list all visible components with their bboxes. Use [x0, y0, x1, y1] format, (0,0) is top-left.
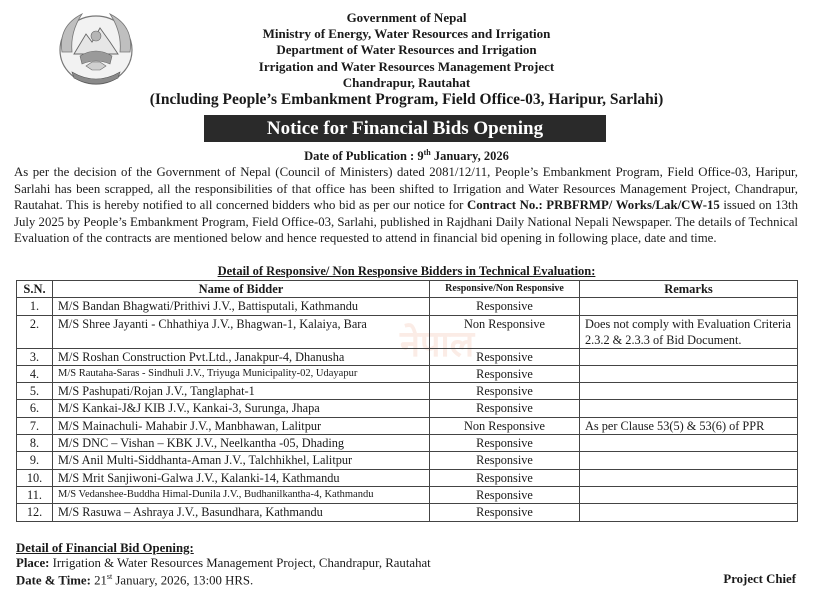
datetime-rest: January, 2026, 13:00 HRS.: [112, 573, 254, 588]
body-part1: As per the decision of the Government of Nepal (Council of Ministers) dated 2081/12/11, People’s Embankment Program, Field Office-03, Haripur, Sarlahi has been scrapped, all the responsibilities of that office has been shifted to Irrigation and Water Resources Management Project, Chandrapur, Rautahat. This is hereby notified to all concerned bidders who bid as per our notice for: [14, 165, 798, 213]
cell-remarks: [580, 504, 798, 521]
cell-status: Responsive: [430, 504, 580, 521]
cell-sn: 8.: [17, 435, 53, 452]
table-row: [17, 486, 798, 503]
table-row: [17, 365, 798, 382]
publication-day: 9: [417, 149, 424, 164]
cell-name: M/S Mrit Sanjiwoni-Galwa J.V., Kalanki-14, Kathmandu: [53, 469, 430, 486]
table-row: [17, 417, 798, 434]
cell-sn: 4.: [17, 365, 53, 382]
place-label: Place:: [16, 556, 50, 570]
watermark: नेपाल: [400, 324, 475, 365]
table-row: [17, 452, 798, 469]
table-row: [17, 298, 798, 315]
cell-name: M/S DNC – Vishan – KBK J.V., Neelkantha -05, Dhading: [53, 435, 430, 452]
cell-status: Responsive: [430, 469, 580, 486]
table-row: [17, 383, 798, 400]
header: [0, 10, 813, 109]
cell-remarks: [580, 348, 798, 365]
cell-name: M/S Shree Jayanti - Chhathiya J.V., Bhagwan-1, Kalaiya, Bara: [53, 315, 430, 348]
header-location: Chandrapur, Rautahat: [342, 74, 471, 90]
financial-place: [16, 556, 431, 571]
header-status: Responsive/Non Responsive: [430, 281, 580, 298]
cell-name: M/S Rautaha-Saras - Sindhuli J.V., Triyuga Municipality-02, Udayapur: [53, 365, 430, 382]
cell-sn: 1.: [17, 298, 53, 315]
table-row: [17, 315, 798, 348]
signature-title: Project Chief: [723, 572, 796, 586]
header-subtitle: (Including People’s Embankment Program, Field Office-03, Haripur, Sarlahi): [149, 91, 664, 109]
cell-status: Responsive: [430, 348, 580, 365]
header-remarks: Remarks: [580, 281, 798, 298]
header-ministry: Ministry of Energy, Water Resources and Irrigation: [262, 26, 551, 42]
header-government: Government of Nepal: [346, 10, 467, 25]
cell-status: Non Responsive: [430, 315, 580, 348]
cell-name: M/S Pashupati/Rojan J.V., Tanglaphat-1: [53, 383, 430, 400]
cell-status: Responsive: [430, 365, 580, 382]
cell-sn: 9.: [17, 452, 53, 469]
contract-number: Contract No.: PRBFRMP/ Works/Lak/CW-15: [467, 198, 720, 213]
place-value: Irrigation & Water Resources Management Project, Chandrapur, Rautahat: [49, 556, 431, 570]
cell-name: M/S Bandan Bhagwati/Prithivi J.V., Battisputali, Kathmandu: [53, 298, 430, 315]
cell-status: Responsive: [430, 383, 580, 400]
header-sn: S.N.: [17, 281, 53, 298]
publication-label: Date of Publication :: [304, 149, 415, 164]
cell-status: Responsive: [430, 400, 580, 417]
cell-remarks: [580, 469, 798, 486]
publication-suffix: th: [423, 148, 431, 157]
datetime-label: Date & Time:: [16, 573, 91, 588]
header-project: Irrigation and Water Resources Management Project: [258, 58, 555, 74]
table-row: [17, 400, 798, 417]
header-name: Name of Bidder: [53, 281, 430, 298]
financial-datetime: [16, 572, 253, 588]
header-department: Department of Water Resources and Irrigation: [276, 42, 537, 58]
cell-sn: 2.: [17, 315, 53, 348]
publication-date: [0, 148, 813, 164]
datetime-suffix: st: [106, 572, 113, 581]
cell-remarks: [580, 486, 798, 503]
cell-status: Responsive: [430, 486, 580, 503]
table-title: Detail of Responsive/ Non Responsive Bidders in Technical Evaluation:: [217, 264, 596, 278]
cell-remarks: [580, 435, 798, 452]
cell-name: M/S Kankai-J&J KIB J.V., Kankai-3, Surunga, Jhapa: [53, 400, 430, 417]
table-row: [17, 469, 798, 486]
table-row: [17, 348, 798, 365]
table-row: [17, 504, 798, 521]
table-header-row: [17, 281, 798, 298]
cell-status: Responsive: [430, 435, 580, 452]
cell-remarks: As per Clause 53(5) & 53(6) of PPR: [580, 417, 798, 434]
financial-heading: Detail of Financial Bid Opening:: [16, 541, 194, 555]
datetime-day: 21: [90, 573, 107, 588]
cell-name: M/S Anil Multi-Siddhanta-Aman J.V., Talchhikhel, Lalitpur: [53, 452, 430, 469]
cell-remarks: [580, 383, 798, 400]
cell-status: Non Responsive: [430, 417, 580, 434]
cell-remarks: [580, 400, 798, 417]
cell-name: M/S Roshan Construction Pvt.Ltd., Janakpur-4, Dhanusha: [53, 348, 430, 365]
cell-remarks: [580, 452, 798, 469]
cell-remarks: [580, 365, 798, 382]
cell-sn: 7.: [17, 417, 53, 434]
cell-sn: 10.: [17, 469, 53, 486]
cell-status: Responsive: [430, 452, 580, 469]
publication-month-year: January, 2026: [433, 149, 509, 164]
cell-status: Responsive: [430, 298, 580, 315]
body-part2: issued on 13th July 2025 by People’s Embankment Program, Field Office-03, Sarlahi, published in Rajdhani Daily National Nepali Newspaper. The details of Technical Evaluation of the contracts are mentioned below and hence requested to attend in financial bid opening in following place, date and time.: [14, 198, 798, 246]
cell-sn: 11.: [17, 486, 53, 503]
cell-sn: 6.: [17, 400, 53, 417]
cell-name: M/S Mainachuli- Mahabir J.V., Manbhawan, Lalitpur: [53, 417, 430, 434]
cell-sn: 12.: [17, 504, 53, 521]
cell-remarks: Does not comply with Evaluation Criteria 2.3.2 & 2.3.3 of Bid Document.: [580, 315, 798, 348]
cell-remarks: [580, 298, 798, 315]
cell-name: M/S Rasuwa – Ashraya J.V., Basundhara, Kathmandu: [53, 504, 430, 521]
cell-name: M/S Vedanshee-Buddha Himal-Dunila J.V., Budhanilkantha-4, Kathmandu: [53, 486, 430, 503]
notice-body: [14, 164, 798, 247]
cell-sn: 3.: [17, 348, 53, 365]
notice-title: Notice for Financial Bids Opening: [204, 115, 606, 142]
table-row: [17, 435, 798, 452]
bidders-table: [16, 280, 798, 522]
cell-sn: 5.: [17, 383, 53, 400]
